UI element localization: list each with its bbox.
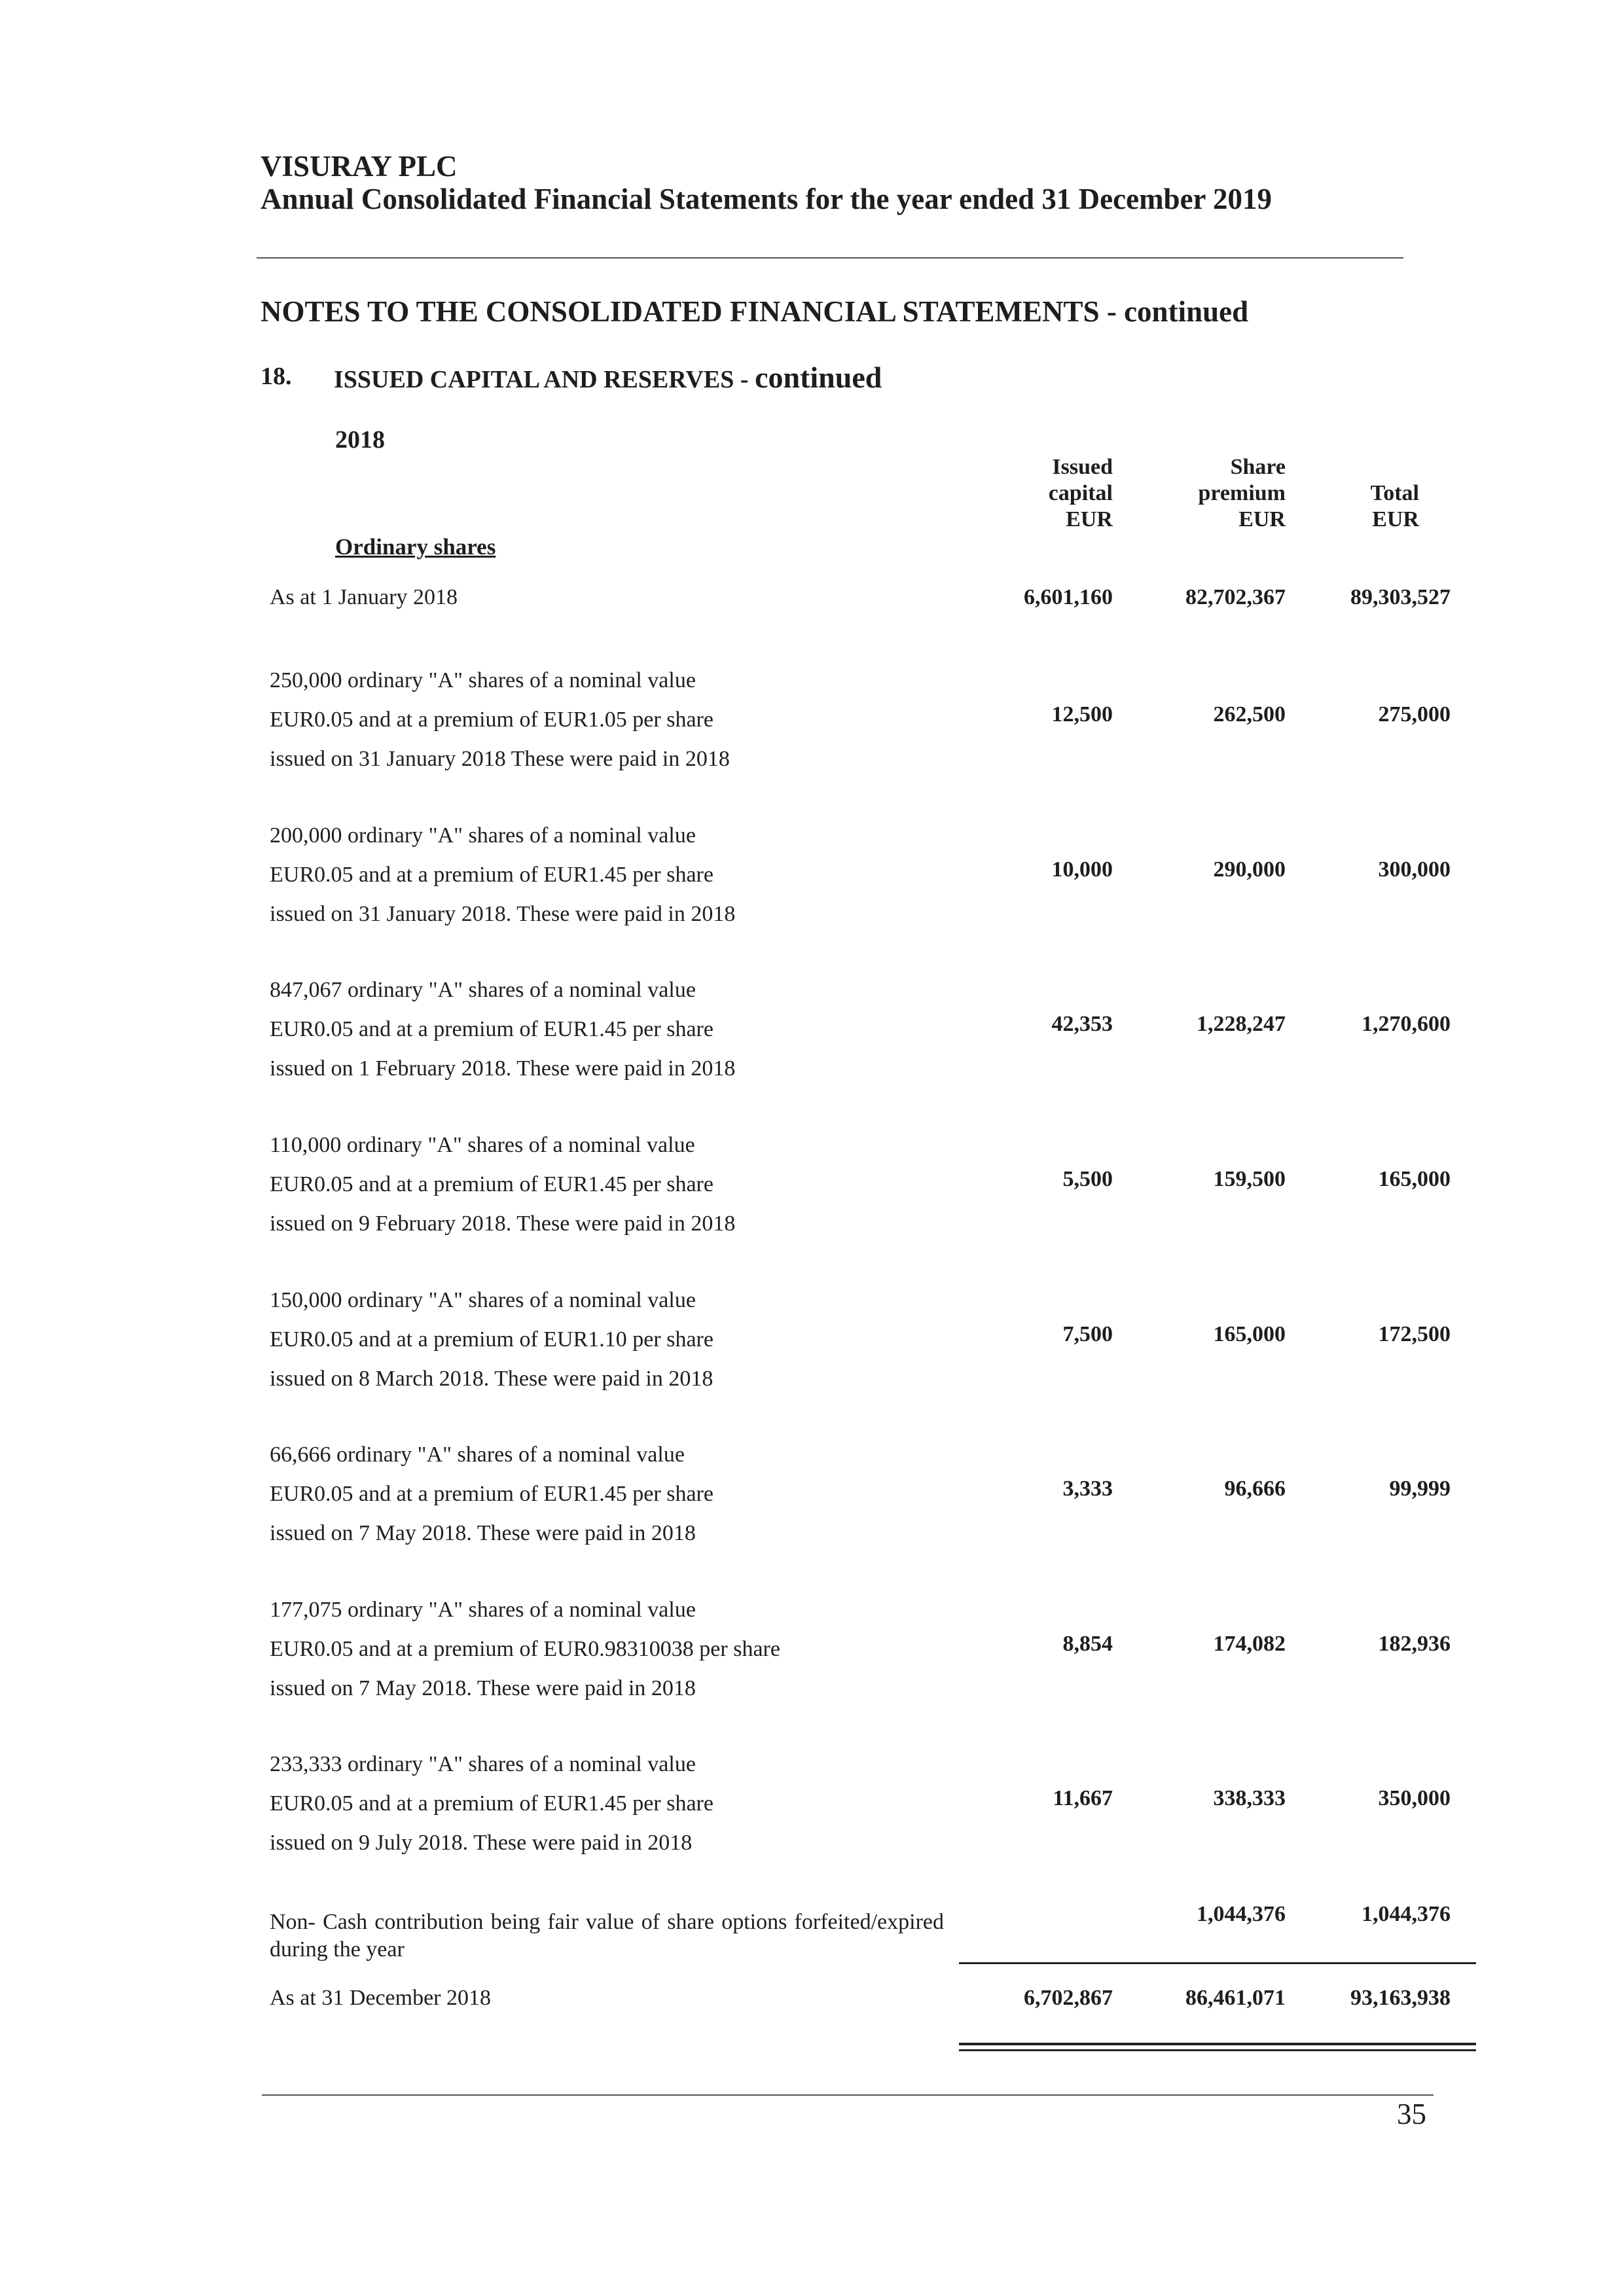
closing-total: 93,163,938 [1350, 1986, 1451, 2010]
subtotal-rule [959, 1962, 1476, 1964]
issue-issued-capital: 11,667 [1053, 1786, 1113, 1810]
issue-description: 847,067 ordinary "A" shares of a nominal value EUR0.05 and at a premium of EUR1.45 per share issued on 1 February 2018. These were paid in 2018 [270, 978, 736, 1081]
issue-share-premium: 290,000 [1213, 857, 1286, 882]
issue-description: 250,000 ordinary "A" shares of a nominal value EUR0.05 and at a premium of EUR1.05 per share issued on 31 January 2018 These were paid in 2018 [270, 668, 730, 771]
issue-description: 150,000 ordinary "A" shares of a nominal value EUR0.05 and at a premium of EUR1.10 per share issued on 8 March 2018. These were paid in 2018 [270, 1288, 713, 1391]
issue-total: 182,936 [1378, 1632, 1451, 1656]
section-label: Ordinary shares [335, 534, 496, 560]
notes-title: NOTES TO THE CONSOLIDATED FINANCIAL STATEMENTS - continued [261, 295, 1249, 328]
footer-divider [262, 2094, 1434, 2096]
issue-issued-capital: 12,500 [1051, 702, 1113, 726]
issue-issued-capital: 10,000 [1051, 857, 1113, 882]
issue-description: 177,075 ordinary "A" shares of a nominal value EUR0.05 and at a premium of EUR0.98310038 per share issued on 7 May 2018. These were paid in 2018 [270, 1598, 780, 1700]
non-cash-total: 1,044,376 [1362, 1902, 1451, 1926]
issue-total: 1,270,600 [1362, 1012, 1451, 1036]
issue-share-premium: 96,666 [1224, 1477, 1286, 1501]
note-number: 18. [261, 363, 292, 390]
total-double-rule [959, 2043, 1476, 2051]
page-number: 35 [1397, 2098, 1426, 2130]
closing-label: As at 31 December 2018 [270, 1986, 492, 2010]
opening-total: 89,303,527 [1350, 585, 1451, 609]
opening-issued-capital: 6,601,160 [1024, 585, 1113, 609]
issue-share-premium: 262,500 [1213, 702, 1286, 726]
issue-total: 165,000 [1378, 1167, 1451, 1191]
issue-issued-capital: 8,854 [1062, 1632, 1113, 1656]
issue-issued-capital: 42,353 [1051, 1012, 1113, 1036]
issue-total: 99,999 [1389, 1477, 1451, 1501]
company-name: VISURAY PLC [261, 150, 458, 183]
issue-total: 172,500 [1378, 1322, 1451, 1346]
column-header-total: Total EUR [1370, 481, 1419, 531]
issue-issued-capital: 3,333 [1062, 1477, 1113, 1501]
issue-issued-capital: 5,500 [1062, 1167, 1113, 1191]
opening-share-premium: 82,702,367 [1185, 585, 1286, 609]
issue-issued-capital: 7,500 [1062, 1322, 1113, 1346]
issue-share-premium: 1,228,247 [1197, 1012, 1286, 1036]
column-header-share-premium: Share premium EUR [1198, 455, 1286, 531]
issue-total: 275,000 [1378, 702, 1451, 726]
report-subtitle: Annual Consolidated Financial Statements for the year ended 31 December 2019 [261, 183, 1272, 215]
issue-total: 350,000 [1378, 1786, 1451, 1810]
closing-share-premium: 86,461,071 [1185, 1986, 1286, 2010]
opening-label: As at 1 January 2018 [270, 585, 458, 609]
issue-description: 200,000 ordinary "A" shares of a nominal value EUR0.05 and at a premium of EUR1.45 per share issued on 31 January 2018. These were paid in 2018 [270, 823, 736, 926]
closing-issued-capital: 6,702,867 [1024, 1986, 1113, 2010]
issue-share-premium: 159,500 [1213, 1167, 1286, 1191]
issue-share-premium: 165,000 [1213, 1322, 1286, 1346]
note-title [334, 360, 882, 395]
issue-description: 233,333 ordinary "A" shares of a nominal value EUR0.05 and at a premium of EUR1.45 per share issued on 9 July 2018. These were paid in 2018 [270, 1752, 713, 1855]
issue-total: 300,000 [1378, 857, 1451, 882]
issue-share-premium: 338,333 [1213, 1786, 1286, 1810]
non-cash-label: Non- Cash contribution being fair value of share options forfeited/expired during the year [270, 1910, 944, 1962]
issue-share-premium: 174,082 [1213, 1632, 1286, 1656]
issue-description: 66,666 ordinary "A" shares of a nominal value EUR0.05 and at a premium of EUR1.45 per share issued on 7 May 2018. These were paid in 2018 [270, 1443, 713, 1545]
note-title-continued: continued [755, 361, 882, 394]
column-header-issued-capital: Issued capital EUR [1048, 455, 1113, 531]
issue-description: 110,000 ordinary "A" shares of a nominal value EUR0.05 and at a premium of EUR1.45 per share issued on 9 February 2018. These were paid in 2018 [270, 1133, 736, 1236]
note-title-text: ISSUED CAPITAL AND RESERVES - [334, 366, 755, 393]
header-divider [257, 257, 1403, 259]
year-label: 2018 [335, 426, 385, 454]
non-cash-share-premium: 1,044,376 [1197, 1902, 1286, 1926]
